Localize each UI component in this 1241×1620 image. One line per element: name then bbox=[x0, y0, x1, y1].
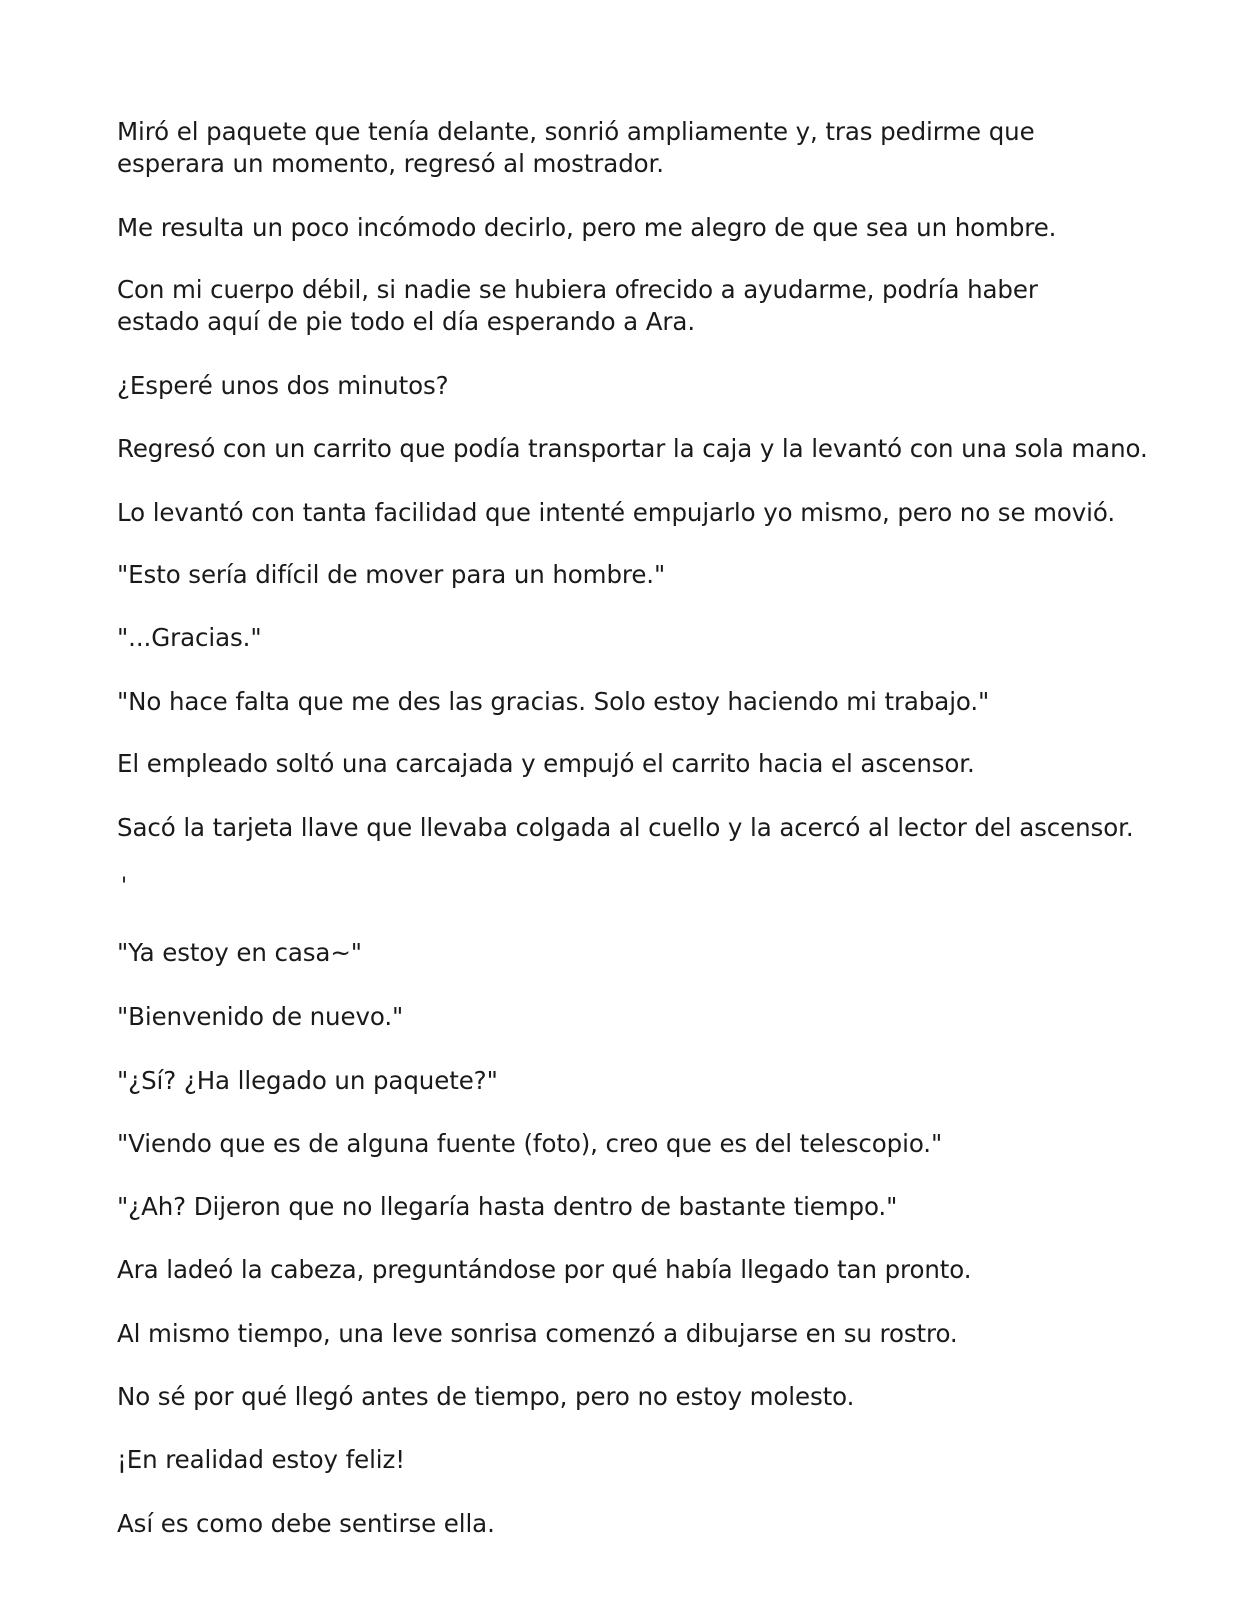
paragraph-3: Con mi cuerpo débil, si nadie se hubiera ofrecido a ayudarme, podría haber estado aquí de pie todo el día esperando a Ara. bbox=[117, 275, 1038, 336]
paragraph-16: "¿Ah? Dijeron que no llegaría hasta dentro de bastante tiempo." bbox=[117, 1192, 898, 1221]
paragraph-2: Me resulta un poco incómodo decirlo, pero me alegro de que sea un hombre. bbox=[117, 213, 1057, 242]
paragraph-12: "Ya estoy en casa~" bbox=[117, 938, 362, 967]
paragraph-21: Así es como debe sentirse ella. bbox=[117, 1509, 495, 1538]
stray-mark: ' bbox=[121, 874, 128, 899]
paragraph-11: Sacó la tarjeta llave que llevaba colgada al cuello y la acercó al lector del ascensor. bbox=[117, 813, 1134, 842]
paragraph-15: "Viendo que es de alguna fuente (foto), creo que es del telescopio." bbox=[117, 1129, 943, 1158]
paragraph-6: Lo levantó con tanta facilidad que intenté empujarlo yo mismo, pero no se movió. bbox=[117, 498, 1116, 527]
paragraph-10: El empleado soltó una carcajada y empujó el carrito hacia el ascensor. bbox=[117, 749, 975, 778]
paragraph-20: ¡En realidad estoy feliz! bbox=[117, 1445, 405, 1474]
paragraph-13: "Bienvenido de nuevo." bbox=[117, 1002, 404, 1031]
paragraph-14: "¿Sí? ¿Ha llegado un paquete?" bbox=[117, 1066, 498, 1095]
paragraph-8: "...Gracias." bbox=[117, 623, 262, 652]
paragraph-1: Miró el paquete que tenía delante, sonrió ampliamente y, tras pedirme que esperara un momento, regresó al mostrador. bbox=[117, 117, 1035, 178]
paragraph-17: Ara ladeó la cabeza, preguntándose por qué había llegado tan pronto. bbox=[117, 1255, 972, 1284]
paragraph-18: Al mismo tiempo, una leve sonrisa comenzó a dibujarse en su rostro. bbox=[117, 1319, 958, 1348]
paragraph-19: No sé por qué llegó antes de tiempo, pero no estoy molesto. bbox=[117, 1382, 855, 1411]
paragraph-7: "Esto sería difícil de mover para un hombre." bbox=[117, 560, 666, 589]
paragraph-5: Regresó con un carrito que podía transportar la caja y la levantó con una sola mano. bbox=[117, 434, 1148, 463]
paragraph-9: "No hace falta que me des las gracias. Solo estoy haciendo mi trabajo." bbox=[117, 687, 990, 716]
paragraph-4: ¿Esperé unos dos minutos? bbox=[117, 371, 449, 400]
